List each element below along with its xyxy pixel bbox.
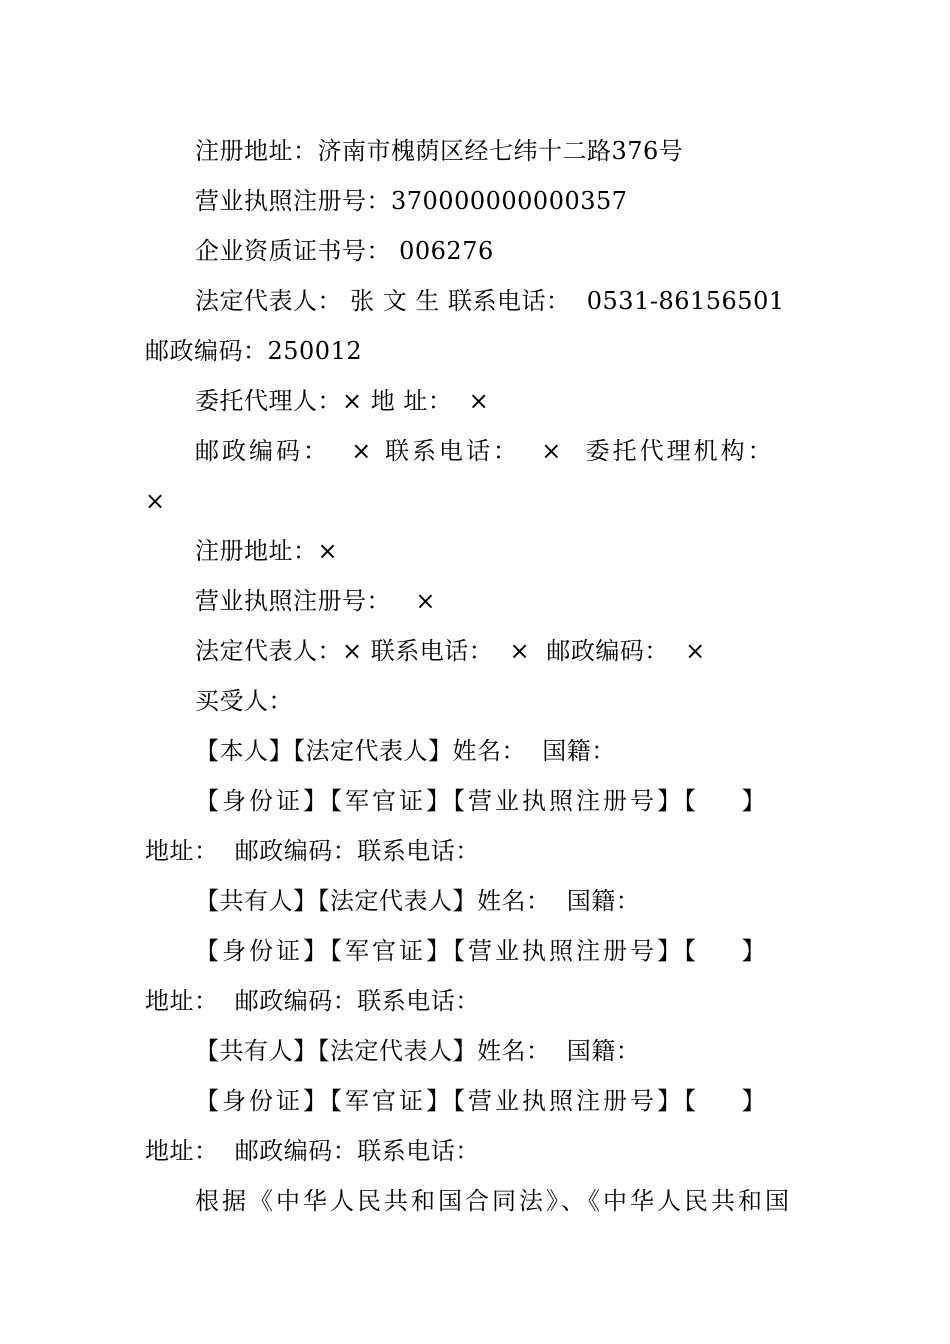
agent-contact-line: 邮政编码： × 联系电话： × 委托代理机构： xyxy=(195,437,775,465)
co-owner-2-line: 【共有人】【法定代表人】姓名： 国籍： xyxy=(195,1037,641,1065)
seller-registered-address: 注册地址：济南市槐荫区经七纬十二路376号 xyxy=(195,137,684,165)
seller-business-license-number: 营业执照注册号：370000000000357 xyxy=(195,187,628,215)
agency-registered-address: 注册地址：× xyxy=(195,537,339,565)
agent-agency-value: × xyxy=(145,487,166,515)
co-owner-1-line: 【共有人】【法定代表人】姓名： 国籍： xyxy=(195,887,641,915)
legal-basis-paragraph: 根据《中华人民共和国合同法》、《中华人民共和国 xyxy=(195,1187,792,1215)
agent-line: 委托代理人：× 地 址： × xyxy=(195,387,490,415)
agency-legal-representative: 法定代表人：× 联系电话： × 邮政编码： × xyxy=(195,637,706,665)
buyer-principal-address: 地址： 邮政编码：联系电话： xyxy=(145,837,480,865)
co-owner-2-id-types: 【身份证】【军官证】【营业执照注册号】【 】 xyxy=(195,1087,769,1115)
co-owner-1-id-types: 【身份证】【军官证】【营业执照注册号】【 】 xyxy=(195,937,769,965)
seller-qualification-certificate: 企业资质证书号： 006276 xyxy=(195,237,494,265)
buyer-principal-line: 【本人】【法定代表人】姓名： 国籍： xyxy=(195,737,616,765)
co-owner-2-address: 地址： 邮政编码：联系电话： xyxy=(145,1137,480,1165)
seller-legal-representative: 法定代表人： 张 文 生 联系电话： 0531-86156501 xyxy=(195,287,785,315)
co-owner-1-address: 地址： 邮政编码：联系电话： xyxy=(145,987,480,1015)
buyer-heading: 买受人： xyxy=(195,687,293,715)
seller-postal-code: 邮政编码：250012 xyxy=(145,337,363,365)
agency-business-license-number: 营业执照注册号： × xyxy=(195,587,436,615)
buyer-principal-id-types: 【身份证】【军官证】【营业执照注册号】【 】 xyxy=(195,787,769,815)
